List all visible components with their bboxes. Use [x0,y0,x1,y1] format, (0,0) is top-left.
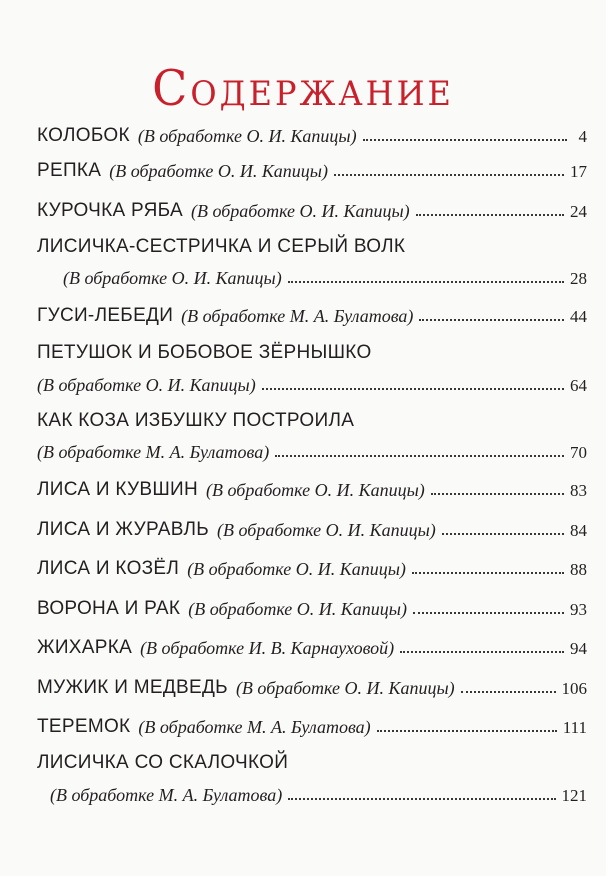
story-adaptation-note: (В обработке О. И. Капицы) [187,559,406,579]
story-adaptation-note: (В обработке О. И. Капицы) [37,375,256,395]
page-number: 106 [561,679,587,698]
toc-entry[interactable] [37,588,587,618]
dot-leader [262,388,564,390]
page-number: 121 [561,786,587,805]
toc-entry[interactable] [37,627,587,657]
story-adaptation-note: (В обработке О. И. Капицы) [235,678,455,698]
page-number: 84 [570,521,587,540]
dot-leader [442,533,564,535]
story-adaptation-note: (В обработке М. А. Булатова) [37,442,270,462]
story-title: ПЕТУШОК И БОБОВОЕ ЗЁРНЫШКО [37,342,372,363]
toc-entry-note-line[interactable] [63,257,587,287]
toc-entry[interactable] [37,548,587,578]
dot-leader [412,572,564,574]
page-number: 24 [570,202,587,221]
dot-leader [416,214,564,216]
page-number: 28 [570,269,587,288]
dot-leader [275,455,564,457]
story-title: МУЖИК И МЕДВЕДЬ [37,677,228,698]
story-adaptation-note: (В обработке О. И. Капицы) [188,599,407,619]
story-title: ГУСИ-ЛЕБЕДИ [37,305,174,326]
dot-leader [288,281,564,283]
story-title: ЛИСА И ЖУРАВЛЬ [37,519,210,540]
page-number: 17 [570,162,587,181]
page-title: Содержание [152,59,454,117]
page-number: 93 [570,600,587,619]
story-title: РЕПКА [37,160,102,181]
dot-leader [419,319,564,321]
page-number: 83 [570,481,587,500]
toc-entry[interactable] [37,667,587,697]
toc-entry[interactable] [37,115,587,145]
story-title: ЛИСИЧКА-СЕСТРИЧКА И СЕРЫЙ ВОЛК [37,236,406,257]
story-title: ЛИСА И КУВШИН [37,479,199,500]
toc-entry-title-line[interactable] [37,742,587,772]
story-adaptation-note: (В обработке М. А. Булатова) [50,785,283,805]
story-adaptation-note: (В обработке О. И. Капицы) [217,520,436,540]
story-title: ЛИСА И КОЗЁЛ [37,558,180,579]
story-adaptation-note: (В обработке О. И. Капицы) [63,268,282,288]
toc-entry-note-line[interactable] [37,431,587,461]
story-title: ЖИХАРКА [37,637,133,658]
page-number: 70 [570,443,587,462]
toc-entry-note-line[interactable] [37,364,587,394]
page-number: 4 [578,127,587,146]
toc-entry[interactable] [37,295,587,325]
story-adaptation-note: (В обработке О. И. Капицы) [109,161,328,181]
page-number: 111 [562,718,587,737]
toc-entry[interactable] [37,150,587,180]
story-title: КАК КОЗА ИЗБУШКУ ПОСТРОИЛА [37,410,355,431]
story-adaptation-note: (В обработке М. А. Булатова) [181,306,414,326]
toc-entry-title-line[interactable] [37,332,587,362]
page-number: 64 [570,376,587,395]
page-number: 44 [570,307,587,326]
toc-entry[interactable] [37,190,587,220]
dot-leader [431,493,564,495]
story-title: ЛИСИЧКА СО СКАЛОЧКОЙ [37,752,289,773]
story-adaptation-note: (В обработке М. А. Булатова) [138,717,371,737]
story-adaptation-note: (В обработке О. И. Капицы) [206,480,425,500]
toc-entry-title-line[interactable] [37,400,587,430]
dot-leader [461,691,556,693]
story-adaptation-note: (В обработке И. В. Карнауховой) [140,638,395,658]
story-adaptation-note: (В обработке О. И. Капицы) [190,201,410,221]
dot-leader [413,612,564,614]
story-title: КУРОЧКА РЯБА [37,200,183,221]
story-title: ВОРОНА И РАК [37,598,181,619]
dot-leader [400,651,564,653]
toc-entry-note-line[interactable] [50,774,587,804]
dot-leader [377,730,557,732]
toc-entry[interactable] [37,706,587,736]
toc-entry[interactable] [37,509,587,539]
page-number: 88 [570,560,587,579]
dot-leader [288,798,555,800]
toc-entry-title-line[interactable] [37,226,587,256]
story-title: ТЕРЕМОК [37,716,131,737]
dot-leader [363,139,567,141]
dot-leader [334,174,564,176]
story-adaptation-note: (В обработке О. И. Капицы) [137,126,357,146]
toc-entry[interactable] [37,469,587,499]
page-number: 94 [570,639,587,658]
story-title: КОЛОБОК [37,125,130,146]
